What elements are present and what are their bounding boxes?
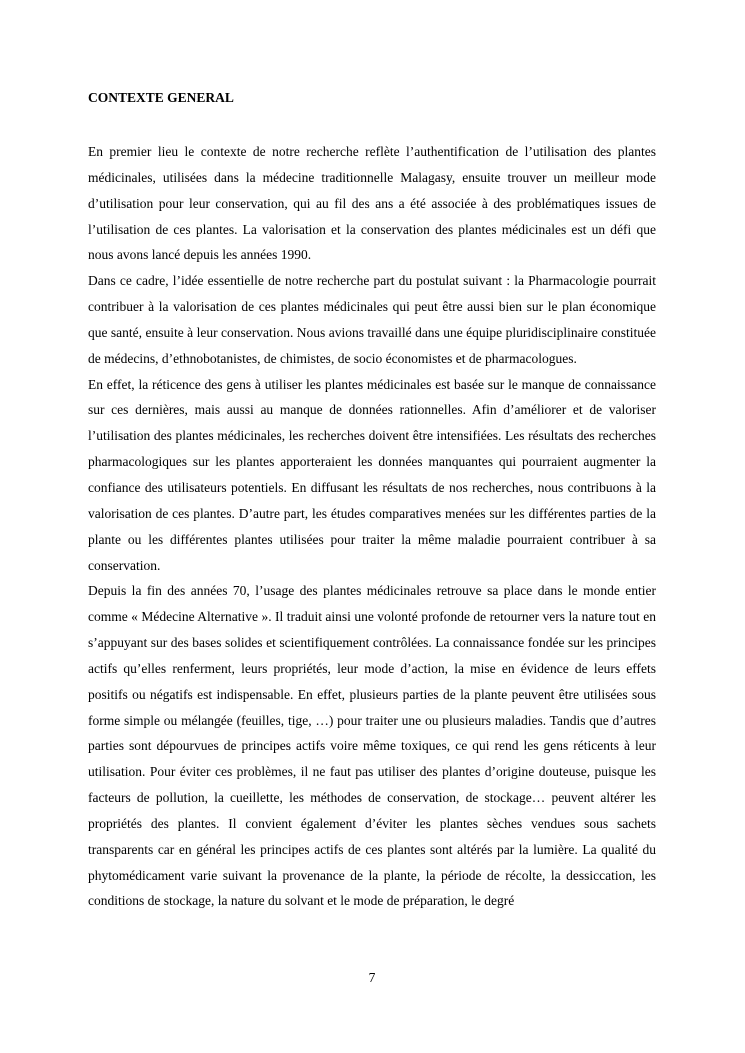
paragraph-framework: Dans ce cadre, l’idée essentielle de notre recherche part du postulat suivant : la Pharmacologie pourrait contribuer à la valorisation de ces plantes médicinales qui peut être aussi bien sur le plan économique que santé, ensuite à leur conservation. Nous avions travaillé dans une équipe pluridisciplinaire constituée de médecins, d’ethnobotanistes, de chimistes, de socio économistes et de pharmacologues.: [88, 273, 656, 366]
paragraph-reticence: En effet, la réticence des gens à utiliser les plantes médicinales est basée sur le manque de connaissance sur ces dernières, mais aussi au manque de données rationnelles. Afin d’améliorer et de valoriser l’utilisation des plantes médicinales, les recherches doivent être intensifiées. Les résultats des recherches pharmacologiques sur les plantes apporteraient les données manquantes qui pourraient augmenter la confiance des utilisateurs potentiels. En diffusant les résultats de nos recherches, nous contribuons à la valorisation de ces plantes. D’autre part, les études comparatives menées sur les différentes parties de la plante ou les différentes plantes utilisées pour traiter la même maladie pourraient contribuer à sa conservation.: [88, 376, 656, 573]
body-text: [88, 139, 656, 914]
document-page: [88, 0, 656, 1053]
page-number: 7: [368, 970, 376, 985]
section-heading: CONTEXTE GENERAL: [88, 90, 234, 105]
paragraph-alternative-medicine: Depuis la fin des années 70, l’usage des plantes médicinales retrouve sa place dans le monde entier comme « Médecine Alternative ». Il traduit ainsi une volonté profonde de retourner vers la nature tout en s’appuyant sur des bases solides et scientifiquement contrôlées. La connaissance fondée sur les principes actifs qu’elles renferment, leurs propriétés, leur mode d’action, la mise en évidence de leurs effets positifs ou négatifs est indispensable. En effet, plusieurs parties de la plante peuvent être utilisées sous forme simple ou mélangée (feuilles, tige, …) pour traiter une ou plusieurs maladies. Tandis que d’autres parties sont dépourvues de principes actifs voire même toxiques, ce qui rend les gens réticents à leur utilisation. Pour éviter ces problèmes, il ne faut pas utiliser des plantes d’origine douteuse, puisque les facteurs de pollution, la cueillette, les méthodes de conservation, de stockage… peuvent altérer les propriétés des plantes. Il convient également d’éviter les plantes sèches vendues sous sachets transparents car en général les principes actifs de ces plantes sont altérés par la lumière. La qualité du phytomédicament varie suivant la provenance de la plante, la période de récolte, la dessiccation, les conditions de stockage, la nature du solvant et le mode de préparation, le degré: [88, 583, 656, 909]
paragraph-context: En premier lieu le contexte de notre recherche reflète l’authentification de l’utilisation des plantes médicinales, utilisées dans la médecine traditionnelle Malagasy, ensuite trouver un meilleur mode d’utilisation pour leur conservation, qui au fil des ans a été associée à des problématiques issues de l’utilisation de ces plantes. La valorisation et la conservation des plantes médicinales est un défi que nous avons lancé depuis les années 1990.: [88, 144, 656, 263]
